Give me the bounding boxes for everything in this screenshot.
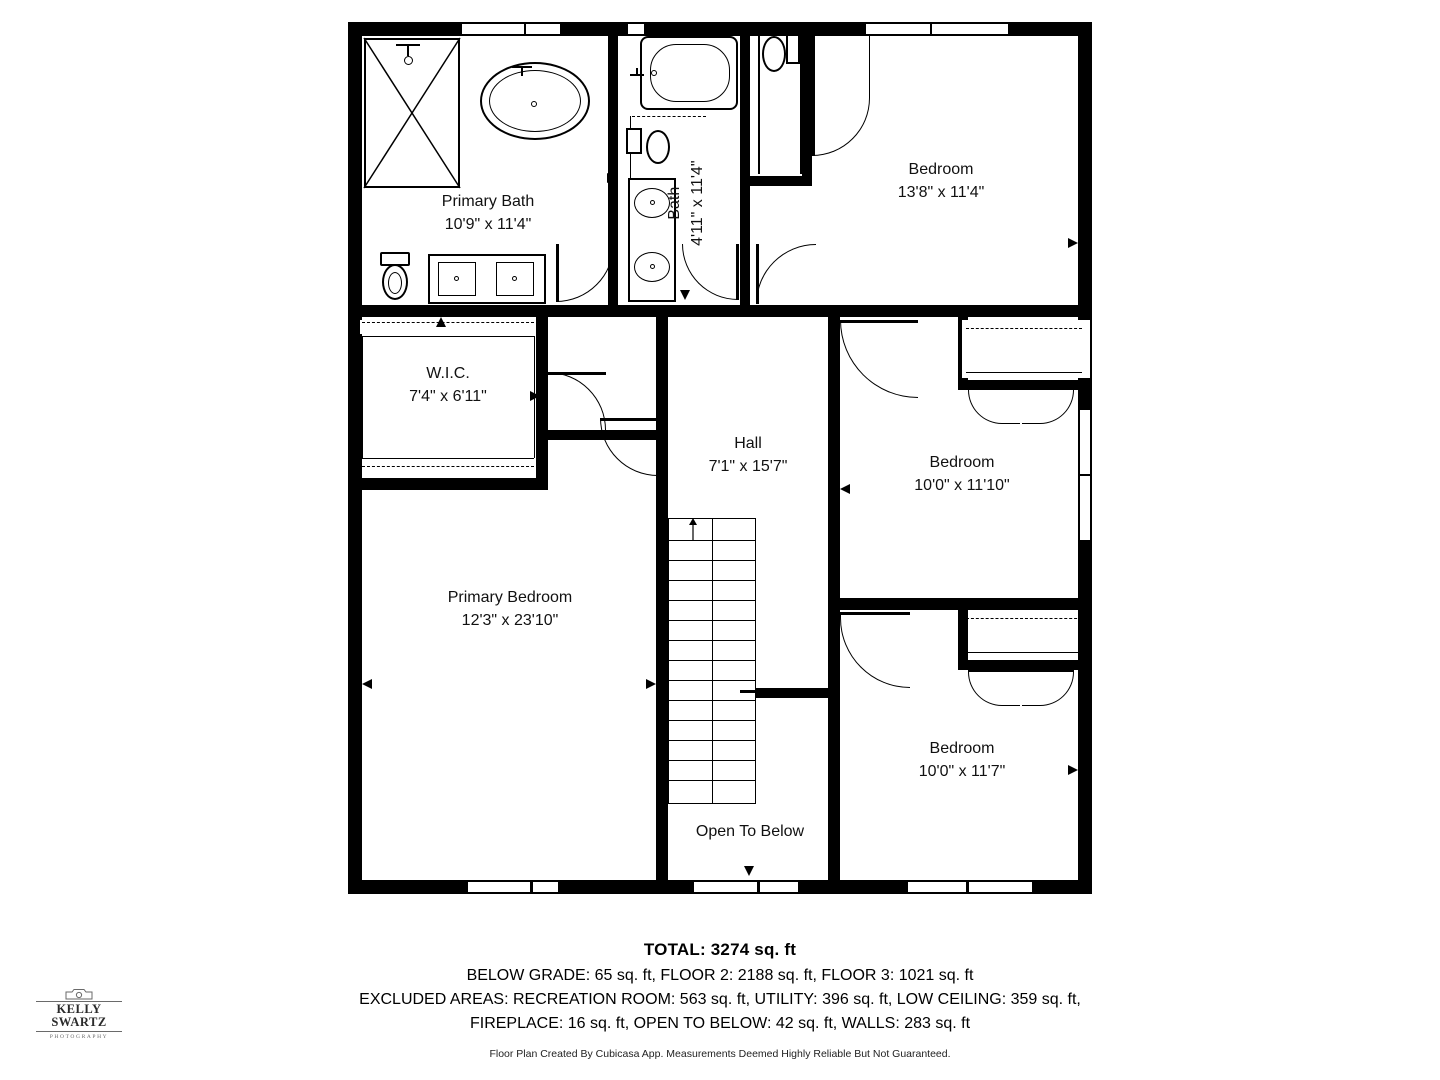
room-label-bath: [663, 133, 709, 273]
room-name: Bedroom: [929, 454, 995, 471]
room-name: Primary Bath: [441, 193, 535, 210]
room-label-hall: [658, 432, 838, 478]
area-summary: [0, 940, 1440, 1060]
room-name: W.I.C.: [426, 365, 470, 382]
room-dims: 13'8" x 11'4": [897, 184, 985, 202]
area-breakdown-line-3: FIREPLACE: 16 sq. ft, OPEN TO BELOW: 42 sq. ft, WALLS: 283 sq. ft: [469, 1015, 971, 1032]
disclaimer-text: Floor Plan Created By Cubicasa App. Measurements Deemed Highly Reliable But Not Guaranteed.: [489, 1048, 951, 1060]
room-label-primary-bedroom: [400, 586, 620, 632]
room-label-bedroom-upper: [850, 158, 1032, 204]
room-dims: 10'0" x 11'10": [914, 477, 1010, 495]
room-name: Bedroom: [929, 740, 995, 757]
room-label-primary-bath: [390, 190, 586, 236]
room-name: Bath: [665, 186, 683, 220]
room-dims: 7'4" x 6'11": [409, 388, 487, 406]
room-dims: 4'11" x 11'4": [689, 160, 706, 246]
area-breakdown-line-1: BELOW GRADE: 65 sq. ft, FLOOR 2: 2188 sq. ft, FLOOR 3: 1021 sq. ft: [466, 967, 974, 984]
room-label-bedroom-mid: [872, 451, 1052, 497]
room-dims: 10'0" x 11'7": [918, 763, 1006, 781]
logo-brand-text: KELLY SWARTZ: [36, 1001, 122, 1032]
photographer-logo: [36, 988, 122, 1041]
room-label-open-to-below: [660, 820, 840, 843]
room-label-bedroom-lower: [872, 737, 1052, 783]
room-dims: 10'9" x 11'4": [444, 216, 532, 234]
room-dims: 12'3" x 23'10": [461, 612, 559, 630]
room-name: Hall: [734, 435, 762, 452]
room-dims: 7'1" x 15'7": [708, 458, 788, 476]
camera-icon: [36, 988, 122, 1000]
total-area: TOTAL: 3274 sq. ft: [643, 940, 797, 959]
room-label-wic: [358, 362, 538, 408]
logo-sub-text: PHOTOGRAPHY: [49, 1034, 109, 1041]
area-breakdown-line-2: EXCLUDED AREAS: RECREATION ROOM: 563 sq. ft, UTILITY: 396 sq. ft, LOW CEILING: 359 sq. ft,: [359, 991, 1081, 1008]
room-name: Primary Bedroom: [447, 589, 573, 606]
room-name: Open To Below: [695, 823, 805, 840]
room-name: Bedroom: [908, 161, 974, 178]
